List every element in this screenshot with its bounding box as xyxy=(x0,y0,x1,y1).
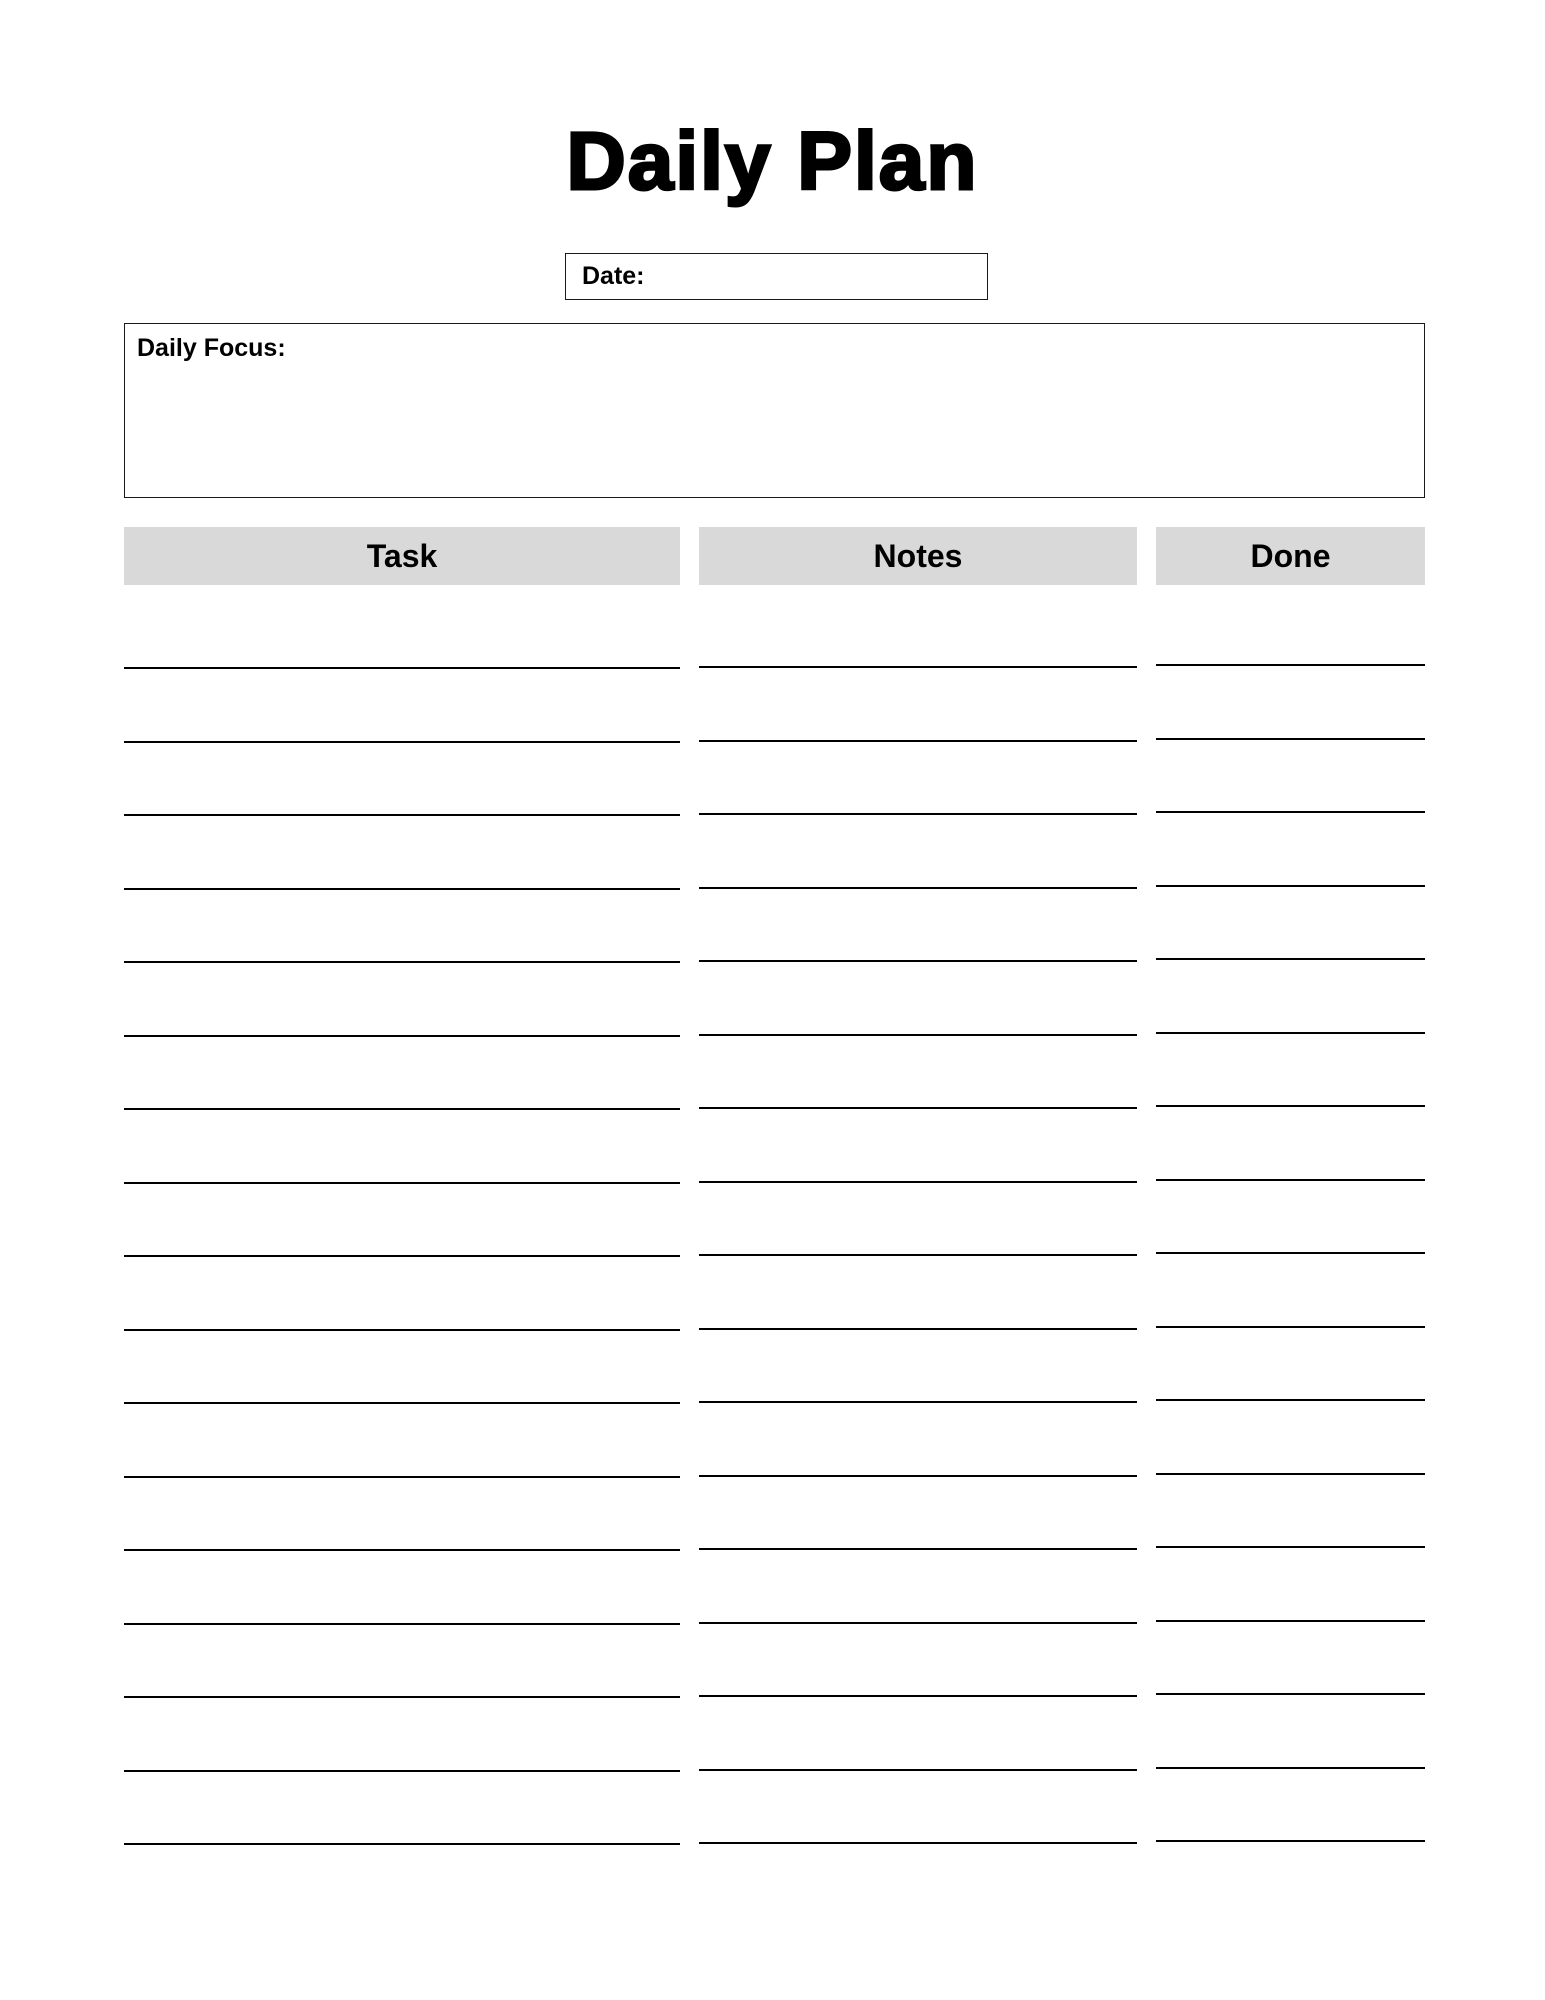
notes-line-13[interactable] xyxy=(699,1548,1137,1550)
notes-line-17[interactable] xyxy=(699,1842,1137,1844)
done-line-10[interactable] xyxy=(1156,1326,1425,1328)
done-line-16[interactable] xyxy=(1156,1767,1425,1769)
date-field[interactable] xyxy=(565,253,988,300)
task-line-17[interactable] xyxy=(124,1843,680,1845)
notes-line-2[interactable] xyxy=(699,740,1137,742)
task-line-2[interactable] xyxy=(124,741,680,743)
done-line-4[interactable] xyxy=(1156,885,1425,887)
done-line-5[interactable] xyxy=(1156,958,1425,960)
task-line-6[interactable] xyxy=(124,1035,680,1037)
daily-focus-field[interactable] xyxy=(124,323,1425,498)
done-line-14[interactable] xyxy=(1156,1620,1425,1622)
task-line-12[interactable] xyxy=(124,1476,680,1478)
task-line-3[interactable] xyxy=(124,814,680,816)
task-line-8[interactable] xyxy=(124,1182,680,1184)
notes-line-4[interactable] xyxy=(699,887,1137,889)
done-line-1[interactable] xyxy=(1156,664,1425,666)
done-line-11[interactable] xyxy=(1156,1399,1425,1401)
done-line-8[interactable] xyxy=(1156,1179,1425,1181)
column-header-notes: Notes xyxy=(699,527,1137,585)
done-line-12[interactable] xyxy=(1156,1473,1425,1475)
notes-line-16[interactable] xyxy=(699,1769,1137,1771)
done-line-2[interactable] xyxy=(1156,738,1425,740)
done-line-3[interactable] xyxy=(1156,811,1425,813)
date-label: Date: xyxy=(582,262,645,290)
notes-line-1[interactable] xyxy=(699,666,1137,668)
task-line-5[interactable] xyxy=(124,961,680,963)
done-line-17[interactable] xyxy=(1156,1840,1425,1842)
notes-line-11[interactable] xyxy=(699,1401,1137,1403)
task-line-13[interactable] xyxy=(124,1549,680,1551)
done-line-13[interactable] xyxy=(1156,1546,1425,1548)
notes-line-15[interactable] xyxy=(699,1695,1137,1697)
done-line-9[interactable] xyxy=(1156,1252,1425,1254)
notes-line-6[interactable] xyxy=(699,1034,1137,1036)
notes-line-9[interactable] xyxy=(699,1254,1137,1256)
task-line-9[interactable] xyxy=(124,1255,680,1257)
notes-line-3[interactable] xyxy=(699,813,1137,815)
task-line-15[interactable] xyxy=(124,1696,680,1698)
page-title: Daily Plan xyxy=(566,116,979,207)
notes-line-10[interactable] xyxy=(699,1328,1137,1330)
notes-line-8[interactable] xyxy=(699,1181,1137,1183)
task-line-14[interactable] xyxy=(124,1623,680,1625)
task-line-16[interactable] xyxy=(124,1770,680,1772)
daily-focus-label: Daily Focus: xyxy=(137,334,286,362)
task-line-4[interactable] xyxy=(124,888,680,890)
task-line-1[interactable] xyxy=(124,667,680,669)
task-line-11[interactable] xyxy=(124,1402,680,1404)
column-header-task: Task xyxy=(124,527,680,585)
task-line-7[interactable] xyxy=(124,1108,680,1110)
task-line-10[interactable] xyxy=(124,1329,680,1331)
done-line-6[interactable] xyxy=(1156,1032,1425,1034)
notes-line-14[interactable] xyxy=(699,1622,1137,1624)
done-line-15[interactable] xyxy=(1156,1693,1425,1695)
done-line-7[interactable] xyxy=(1156,1105,1425,1107)
column-header-done: Done xyxy=(1156,527,1425,585)
notes-line-7[interactable] xyxy=(699,1107,1137,1109)
notes-line-12[interactable] xyxy=(699,1475,1137,1477)
notes-line-5[interactable] xyxy=(699,960,1137,962)
